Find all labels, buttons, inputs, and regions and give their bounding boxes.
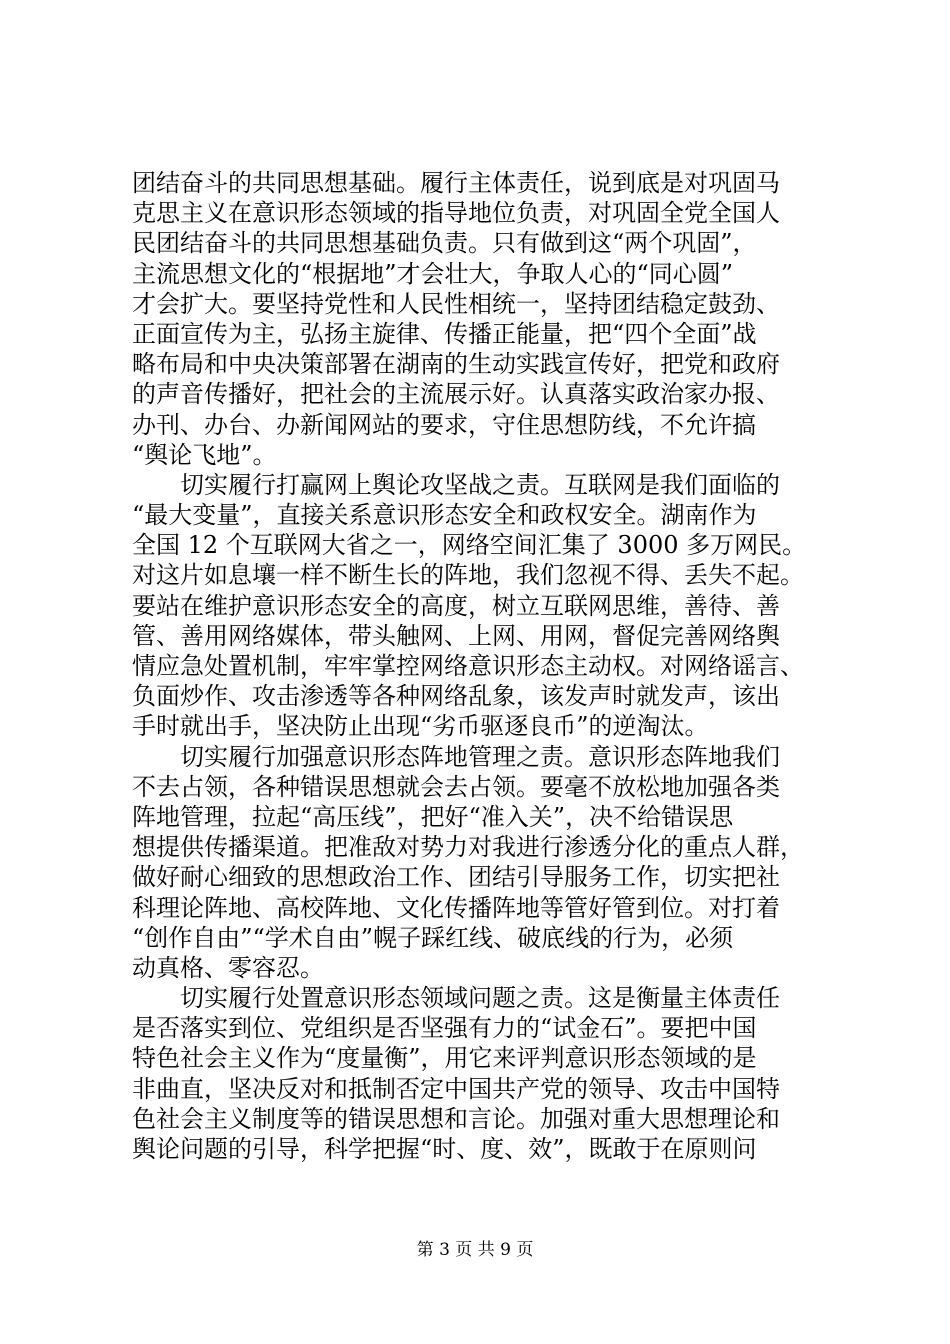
text-line: 动真格、零容忍。: [132, 953, 324, 982]
text-line: 科理论阵地、高校阵地、文化传播阵地等管好管到位。对打着: [132, 893, 780, 922]
document-body: [132, 168, 827, 1164]
text-line: “舆论飞地”。: [132, 440, 277, 469]
text-line: 切实履行打赢网上舆论攻坚战之责。互联网是我们面临的: [132, 470, 780, 499]
text-line: 的声音传播好，把社会的主流展示好。认真落实政治家办报、: [132, 380, 780, 409]
page-number-footer: 第 3 页 共 9 页: [416, 1240, 534, 1260]
text-line: 手时就出手，坚决防止出现“劣币驱逐良币”的逆淘汰。: [132, 712, 709, 741]
text-line: 要站在维护意识形态安全的高度，树立互联网思维，善待、善: [132, 591, 780, 620]
text-line: 切实履行加强意识形态阵地管理之责。意识形态阵地我们: [132, 742, 780, 771]
text-line: 不去占领，各种错误思想就会去占领。要毫不放松地加强各类: [132, 772, 780, 801]
text-line: 正面宣传为主，弘扬主旋律、传播正能量，把“四个全面”战: [132, 319, 757, 348]
text-line: 舆论问题的引导，科学把握“时、度、效”，既敢于在原则问: [132, 1135, 757, 1163]
text-line: 切实履行处置意识形态领域问题之责。这是衡量主体责任: [132, 984, 780, 1013]
text-line: 主流思想文化的“根据地”才会壮大，争取人心的“同心圆”: [132, 259, 734, 288]
text-line: 才会扩大。要坚持党性和人民性相统一，坚持团结稳定鼓劲、: [132, 289, 780, 318]
text-line: 是否落实到位、党组织是否坚强有力的“试金石”。要把中国: [132, 1014, 757, 1043]
text-line: 管、善用网络媒体，带头触网、上网、用网，督促完善网络舆: [132, 621, 780, 650]
text-line: 情应急处置机制，牢牢掌控网络意识形态主动权。对网络谣言、: [132, 652, 804, 680]
text-line: 克思主义在意识形态领域的指导地位负责，对巩固全党全国人: [132, 199, 780, 228]
text-line: 民团结奋斗的共同思想基础负责。只有做到这“两个巩固”，: [132, 229, 757, 258]
text-line: 特色社会主义作为“度量衡”，用它来评判意识形态领域的是: [132, 1044, 757, 1073]
text-line: 全国 12 个互联网大省之一，网络空间汇集了 3000 多万网民。: [132, 531, 807, 560]
text-line: 略布局和中央决策部署在湖南的生动实践宣传好，把党和政府: [132, 350, 780, 379]
text-line: 想提供传播渠道。把准敌对势力对我进行渗透分化的重点人群，: [132, 833, 804, 862]
text-line: 做好耐心细致的思想政治工作、团结引导服务工作，切实把社: [132, 863, 780, 892]
text-line: 阵地管理，拉起“高压线”，把好“准入关”，决不给错误思: [132, 802, 734, 831]
text-line: 负面炒作、攻击渗透等各种网络乱象，该发声时就发声，该出: [132, 682, 780, 711]
text-line: 对这片如息壤一样不断生长的阵地，我们忽视不得、丢失不起。: [132, 561, 804, 590]
text-line: 团结奋斗的共同思想基础。履行主体责任，说到底是对巩固马: [132, 169, 780, 197]
text-line: 色社会主义制度等的错误思想和言论。加强对重大思想理论和: [132, 1104, 780, 1133]
text-line: 办刊、办台、办新闻网站的要求，守住思想防线，不允许搞: [132, 410, 756, 439]
text-line: “最大变量”，直接关系意识形态安全和政权安全。湖南作为: [132, 501, 757, 530]
text-line: “创作自由”“学术自由”幌子踩红线、破底线的行为，必须: [132, 923, 734, 952]
text-line: 非曲直，坚决反对和抵制否定中国共产党的领导、攻击中国特: [132, 1074, 780, 1103]
